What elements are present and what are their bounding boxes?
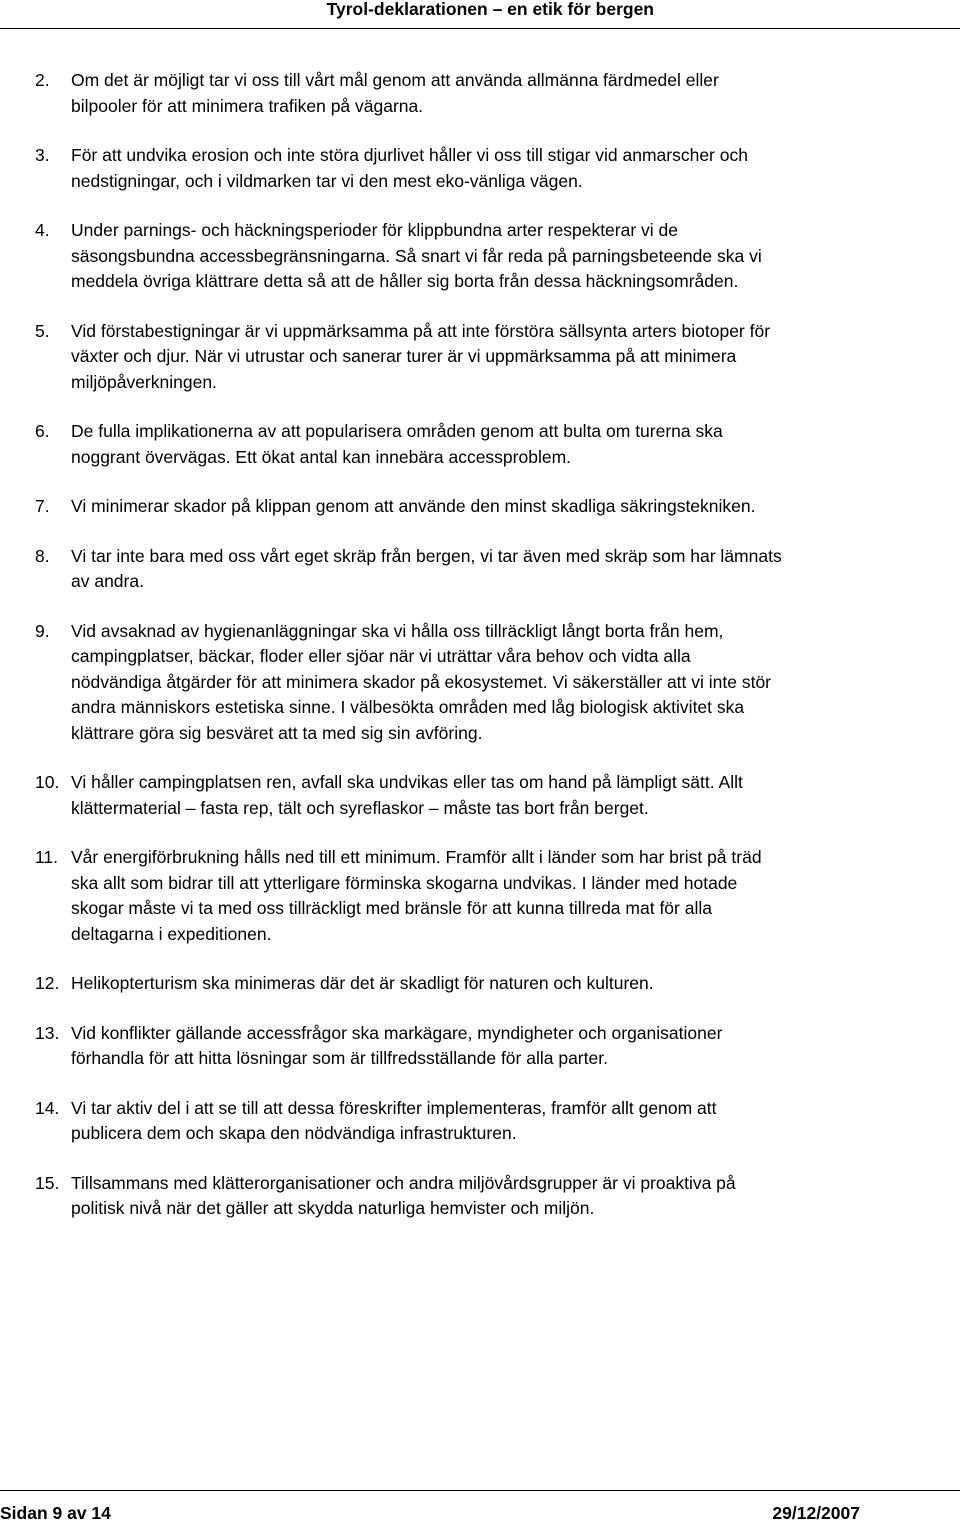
item-text: Vi tar aktiv del i att se till att dessa föreskrifter implementeras, framför allt genom att publicera dem och skapa den nödvändiga infrastrukturen.: [71, 1097, 717, 1143]
item-text: Om det är möjligt tar vi oss till vårt mål genom att använda allmänna färdmedel eller bilpooler för att minimera trafiken på vägarna.: [71, 70, 719, 116]
footer-date: 29/12/2007: [772, 1503, 860, 1523]
item-text: Vi minimerar skador på klippan genom att använde den minst skadliga säkringstekniken.: [71, 496, 756, 516]
declaration-list: [0, 68, 960, 1246]
item-text: Vid förstabestigningar är vi uppmärksamma på att inte förstöra sällsynta arters biotoper för växter och djur. När vi utrustar och sanerar turer är vi uppmärksamma på att minimera miljöpåverkningen.: [71, 320, 771, 392]
item-text: Vi håller campingplatsen ren, avfall ska undvikas eller tas om hand på lämpligt sätt. Allt klättermaterial – fasta rep, tält och syreflaskor – måste tas bort från berget.: [71, 772, 743, 818]
item-number: 12.: [35, 973, 60, 993]
item-text: För att undvika erosion och inte störa djurlivet håller vi oss till stigar vid anmarscher och nedstigningar, och i vildmarken tar vi den mest eko-vänliga vägen.: [71, 145, 748, 191]
list-item: [0, 494, 960, 520]
list-item: [0, 770, 960, 821]
page-header: [0, 0, 960, 20]
item-number: 13.: [35, 1022, 60, 1043]
list-item: [0, 1096, 960, 1147]
list-item: [0, 419, 960, 470]
item-number: 10.: [35, 772, 60, 792]
item-text: Vår energiförbrukning hålls ned till ett minimum. Framför allt i länder som har brist på träd ska allt som bidrar till att ytterligare förminska skogarna undvikas. I länder med hotade skogar måste vi ta med oss tillräckligt med bränsle för att kunna tillreda mat för alla deltagarna i expeditionen.: [71, 847, 762, 944]
header-divider: [0, 28, 960, 29]
list-item: [0, 971, 960, 997]
list-item: [0, 544, 960, 595]
list-item: [0, 143, 960, 194]
list-item: [0, 1171, 960, 1222]
item-text: Vid avsaknad av hygienanläggningar ska vi hålla oss tillräckligt långt borta från hem, campingplatser, bäckar, floder eller sjöar när vi uträttar våra behov och vidta alla nödvändiga åtgärder för att minimera skador på ekosystemet. Vi säkerställer att vi inte stör andra människors estetiska sinne. I välbesökta områden med låg biologisk aktivitet ska klättrare göra sig besväret att ta med sig sin avföring.: [71, 620, 772, 743]
list-item: [0, 1021, 960, 1072]
item-number: 15.: [35, 1172, 60, 1193]
footer-divider: [0, 1490, 960, 1491]
item-number: 11.: [35, 847, 59, 867]
list-item: [0, 319, 960, 396]
item-number: 2.: [35, 70, 50, 90]
list-item: [0, 68, 960, 119]
item-text: Tillsammans med klätterorganisationer och andra miljövårdsgrupper är vi proaktiva på politisk nivå när det gäller att skydda naturliga hemvister och miljön.: [71, 1172, 736, 1218]
item-number: 9.: [35, 620, 50, 641]
item-number: 6.: [35, 421, 50, 441]
item-number: 4.: [35, 220, 50, 240]
page-number: Sidan 9 av 14: [0, 1503, 111, 1523]
item-text: Under parnings- och häckningsperioder för klippbundna arter respekterar vi de säsongsbundna accessbegränsningarna. Så snart vi får reda på parningsbeteende ska vi meddela övriga klättrare detta så att de håller sig borta från dessa häckningsområden.: [71, 220, 762, 291]
list-item: [0, 218, 960, 295]
item-text: Vi tar inte bara med oss vårt eget skräp från bergen, vi tar även med skräp som har lämnats av andra.: [71, 545, 782, 591]
page-footer: [0, 1490, 960, 1530]
item-number: 8.: [35, 545, 50, 566]
item-number: 14.: [35, 1097, 60, 1118]
item-number: 7.: [35, 496, 50, 516]
list-item: [0, 619, 960, 747]
item-text: De fulla implikationerna av att popularisera områden genom att bulta om turerna ska noggrant övervägas. Ett ökat antal kan innebära accessproblem.: [71, 421, 723, 467]
item-number: 5.: [35, 320, 50, 341]
item-number: 3.: [35, 145, 50, 165]
list-item: [0, 845, 960, 947]
item-text: Helikopterturism ska minimeras där det är skadligt för naturen och kulturen.: [71, 973, 654, 993]
header-title: Tyrol-deklarationen – en etik för bergen: [326, 0, 654, 19]
item-text: Vid konflikter gällande accessfrågor ska markägare, myndigheter och organisationer förhandla för att hitta lösningar som är tillfredsställande för alla parter.: [71, 1022, 723, 1068]
